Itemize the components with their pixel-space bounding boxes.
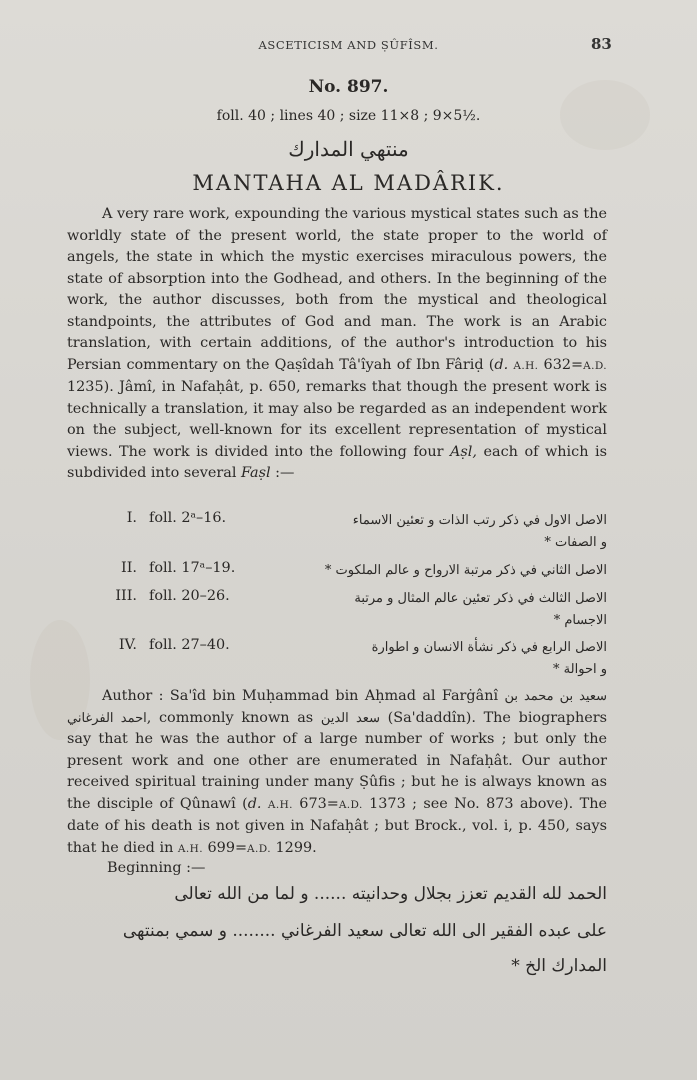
- author-arabic-laqab: سعد الدين: [320, 710, 380, 726]
- description-text: :—: [270, 465, 295, 481]
- beginning-label: Beginning :—: [107, 860, 206, 876]
- contents-item: [67, 510, 607, 550]
- contents-folios: foll. 20–26.: [149, 588, 230, 604]
- entry-specs: foll. 40 ; lines 40 ; size 11×8 ; 9×5½.: [216, 108, 481, 124]
- date-text: 699=: [202, 839, 248, 856]
- died-abbrev: d.: [494, 356, 509, 373]
- author-arabic-name: سعيد بن محمد بن احمد الفرغاني: [67, 689, 607, 726]
- arabic-title: منتهي المدارك: [288, 137, 409, 161]
- contents-arabic-line: الاصل الاول في ذكر رتب الذات و تعئين الاسماء: [352, 513, 607, 528]
- author-text: 1373 ; see No. 873 above). The date of his death is not given in Nafaḥât ; but Brock., vol. i, p. 450, says that he died in: [67, 795, 607, 856]
- contents-number: I.: [126, 510, 137, 526]
- author-text: 1299.: [270, 839, 317, 856]
- description-text: each of which is subdivided into several: [67, 443, 607, 481]
- entry-title: MANTAHA AL MADÂRIK.: [192, 171, 505, 195]
- contents-folios: foll. 17ᵃ–19.: [149, 560, 236, 576]
- contents-number: II.: [121, 560, 137, 576]
- contents-arabic-line: و احوالة *: [553, 662, 607, 677]
- ah-abbrev: A.H.: [267, 798, 293, 811]
- fasl-term: Faṣl: [241, 465, 271, 481]
- author-paragraph: [67, 686, 607, 860]
- contents-arabic-line: و الصفات *: [544, 535, 607, 550]
- contents-arabic: [287, 637, 607, 681]
- contents-arabic-line: الاجسام *: [553, 613, 607, 628]
- date-text: 673=: [292, 795, 339, 812]
- contents-arabic-line: الاصل الثاني في ذكر مرتبة الارواح و عالم الملكوت *: [324, 563, 607, 578]
- page-number: 83: [591, 35, 612, 53]
- author-text: Author : Sa'îd bin Muḥammad bin Aḥmad al Farġânî: [102, 688, 505, 704]
- contents-folios: foll. 27–40.: [149, 637, 230, 653]
- contents-item: [67, 637, 607, 677]
- contents-arabic: [287, 510, 607, 554]
- contents-arabic: [287, 560, 607, 582]
- contents-number: III.: [115, 588, 137, 604]
- date-text: 632=: [538, 356, 584, 373]
- description-text: A very rare work, expounding the various mystical states such as the worldly state of the present world, the state proper to the world of angels, the state in which the mystic exercises miraculous powers, the state of absorption into the Godhead, and others. In the beginning of the work, the author discusses, both from the mystical and theological standpoints, the attributes of God and man. The work is an Arabic translation, with certain additions, of the author's introduction to his Persian commentary on the Qaṣîdah Tâ'îyah of Ibn Fâriḍ (: [67, 206, 607, 373]
- description-paragraph: [67, 204, 607, 485]
- contents-number: IV.: [118, 637, 137, 653]
- contents-item: [67, 560, 607, 582]
- ah-abbrev: A.H.: [177, 842, 203, 855]
- ah-abbrev: A.H.: [513, 359, 539, 372]
- beginning-line: على عبده الفقير الى الله تعالى سعيد الفرغاني ........ و سمي بمنتهى: [122, 921, 607, 941]
- ad-abbrev: A.D.: [583, 359, 607, 372]
- running-head: ASCETICISM AND ṢÛFÎSM.: [258, 38, 439, 52]
- contents-arabic-line: الاصل الثالث في ذكر تعئين عالم المثال و مرتبة: [354, 591, 607, 606]
- ad-abbrev: A.D.: [338, 798, 363, 811]
- contents-item: [67, 588, 607, 628]
- description-text: 1235). Jâmî, in Nafaḥât, p. 650, remarks that though the present work is technically a translation, it may also be regarded as an independent work on the subject, well-known for its excellent representation of mystical views. The work is divided into the following four: [67, 379, 607, 460]
- beginning-line: المدارك الخ *: [511, 956, 607, 976]
- contents-arabic: [287, 588, 607, 632]
- entry-number: No. 897.: [308, 77, 389, 97]
- contents-folios: foll. 2ᵃ–16.: [149, 510, 227, 526]
- asl-term: Aṣl,: [450, 443, 477, 460]
- author-text: (Sa'daddîn). The biographers say that he was the author of a large number of works ; but only the present work and one other are enumerated in Nafaḥât. Our author received spiritual training under many Ṣûfis ; but he is always known as the disciple of Qûnawî (: [67, 709, 608, 812]
- author-text: , commonly known as: [146, 709, 321, 726]
- ad-abbrev: A.D.: [247, 842, 271, 855]
- died-abbrev: d.: [247, 795, 262, 812]
- beginning-line: الحمد لله القديم تعزز بجلال وحدانيته ...... و لما من الله تعالى: [174, 884, 607, 904]
- contents-arabic-line: الاصل الرابع في ذكر نشأة الانسان و اطوارة: [371, 640, 607, 655]
